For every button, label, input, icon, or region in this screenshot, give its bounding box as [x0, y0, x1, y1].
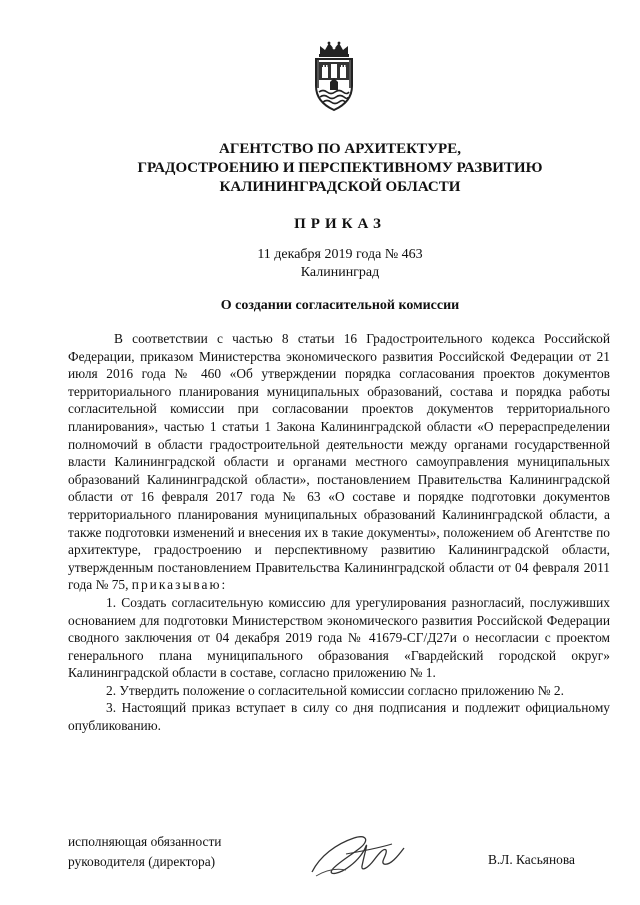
order-title: ПРИКАЗ: [294, 216, 386, 232]
signatory-position-line-1: исполняющая обязанности: [68, 834, 222, 849]
signatory-name: В.Л. Касьянова: [488, 852, 575, 867]
agency-name: [60, 140, 620, 197]
handwritten-signature: [306, 826, 410, 882]
preamble-text: В соответствии с частью 8 статьи 16 Градостроительного кодекса Российской Федерации, приказом Министерства экономического развития Российской Федерации от 21 июля 2016 года № 460 «Об утверждении порядка согласования проектов документов территориального планирования муниципальных образований, состава и порядка работы согласительной комиссии при согласовании проектов документов территориального планирования», частью 1 статьи 1 Закона Калининградской области «О перераспределении полномочий в области градостроительной деятельности между органами государственной власти Калининградской области и органами местного самоуправления муниципальных образований Калининградской области», постановлением Правительства Калининградской области от 16 февраля 2017 года № 63 «О составе и порядке подготовки документов территориального планирования муниципальных образований Калининградской области, а также подготовки изменений и внесения их в такие документы», положением об Агентстве по архитектуре, градостроению и перспективному развитию Калининградской области, утвержденным постановлением Правительства Калининградской области от 04 февраля 2011 года № 75,: [68, 331, 610, 593]
preamble-paragraph: [68, 330, 610, 594]
order-body: [68, 330, 610, 735]
order-date-number: 11 декабря 2019 года № 463: [257, 247, 423, 262]
agency-name-line-1: АГЕНТСТВО ПО АРХИТЕКТУРЕ,: [219, 141, 461, 157]
order-item-3: 3. Настоящий приказ вступает в силу со дня подписания и подлежит официальному опубликованию.: [68, 700, 610, 734]
agency-name-line-3: КАЛИНИНГРАДСКОЙ ОБЛАСТИ: [219, 179, 461, 195]
signatory-position: [68, 832, 221, 872]
order-word: приказываю:: [131, 577, 228, 593]
agency-name-line-2: ГРАДОСТРОЕНИЮ И ПЕРСПЕКТИВНОМУ РАЗВИТИЮ: [137, 160, 543, 176]
order-subject: О создании согласительной комиссии: [220, 298, 460, 313]
signatory-position-line-2: руководителя (директора): [68, 854, 216, 869]
order-date-block: [60, 246, 620, 282]
order-item-2: 2. Утвердить положение о согласительной комиссии согласно приложению № 2.: [106, 682, 564, 698]
order-item-1: 1. Создать согласительную комиссию для урегулирования разногласий, послуживших основанием для подготовки Министерством экономического развития Российской Федерации сводного заключения от 04 декабря 2019 года № 41679-СГ/Д27и о несогласии с проектом генерального плана муниципального образования «Гвардейский городской округ» Калининградской области в составе, согласно приложению № 1.: [68, 594, 610, 681]
order-city: Калининград: [300, 265, 380, 280]
kaliningrad-coat-of-arms-icon: [310, 40, 358, 112]
